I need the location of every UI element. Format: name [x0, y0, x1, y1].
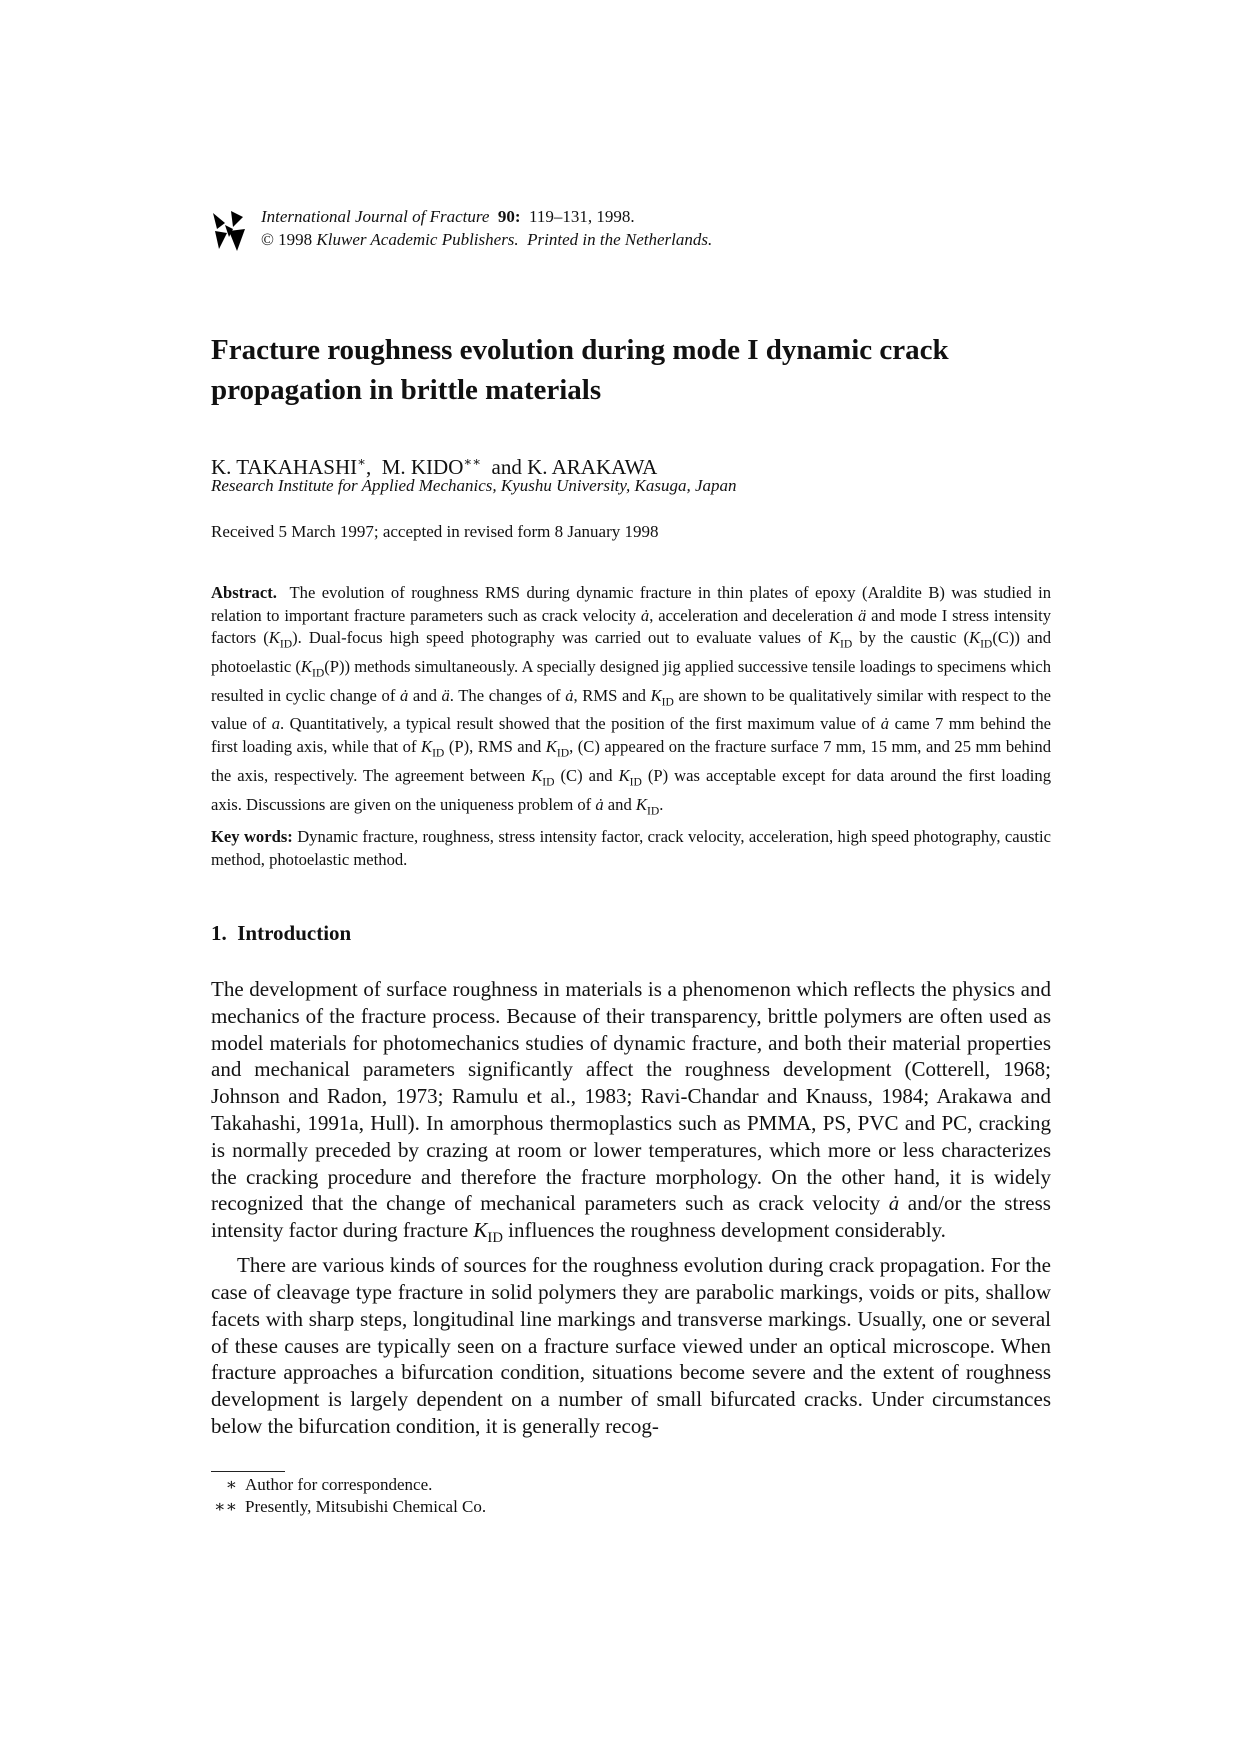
- paragraph: The development of surface roughness in materials is a phenomenon which reflects the physics and mechanics of the fracture process. Because of their transparency, brittle polymers are often used as model materials for photomechanics studies of dynamic fracture, and both their material properties and mechanical parameters significantly affect the roughness development (Cotterell, 1968; Johnson and Radon, 1973; Ramulu et al., 1983; Ravi-Chandar and Knauss, 1984; Arakawa and Takahashi, 1991a, Hull). In amorphous thermoplastics such as PMMA, PS, PVC and PC, cracking is normally preceded by crazing at room or lower temperatures, which more or less characterizes the cracking procedure and therefore the fracture morphology. On the other hand, it is widely recognized that the change of mechanical parameters such as crack velocity ȧ and/or the stress intensity factor during fracture $K_{ID}$ influences the roughness development considerably.: [211, 977, 1051, 1247]
- paragraph: There are various kinds of sources for the roughness evolution during crack propagation. For the case of cleavage type fracture in solid polymers they are parabolic markings, voids or pits, shallow facets with sharp steps, longitudinal line markings and transverse markings. Usually, one or several of these causes are typically seen on a fracture surface viewed under an optical microscope. When fracture approaches a bifurcation condition, situations become severe and the extent of roughness development is largely dependent on a number of small bifurcated cracks. Under circumstances below the bifurcation condition, it is generally recog-: [211, 1253, 1051, 1438]
- footnote-divider: [211, 1471, 285, 1472]
- keywords-text: Dynamic fracture, roughness, stress intensity factor, crack velocity, acceleration, high speed photography, caustic method, photoelastic method.: [211, 827, 1051, 869]
- author-name: K. TAKAHASHI: [211, 455, 358, 479]
- author-name: M. KIDO: [381, 455, 464, 479]
- journal-volume: 90:: [497, 207, 521, 226]
- printed-location: Printed in the Netherlands.: [527, 230, 713, 249]
- abstract-text: The evolution of roughness RMS during dynamic fracture in thin plates of epoxy (Araldite B) was studied in relation to important fracture parameters such as crack velocity ȧ, acceleration and deceleration ä and mode I stress intensity factors $(K_{ID})$. Dual-focus high speed photography was carried out to evaluate values of $K_{ID}$ by the caustic $(K_{ID}(C))$ and photoelastic $(K_{ID}(P))$ methods simultaneously. A specially designed jig applied successive tensile loadings to specimens which resulted in cyclic change of ȧ and ä. The changes of ȧ, RMS and $K_{ID}$ are shown to be qualitatively similar with respect to the value of a. Quantitatively, a typical result showed that the position of the first maximum value of ȧ came 7 mm behind the first loading axis, while that of $K_{ID}$ (P), RMS and $K_{ID}$, (C) appeared on the fracture surface 7 mm, 15 mm, and 25 mm behind the axis, respectively. The agreement between $K_{ID}$ (C) and $K_{ID}$ (P) was acceptable except for data around the first loading axis. Discussions are given on the uniqueness problem of ȧ and $K_{ID}$.: [211, 583, 1052, 817]
- keywords-label: Key words:: [211, 827, 293, 846]
- footnote: [211, 1496, 486, 1518]
- journal-line-1: [261, 205, 961, 228]
- received-dates: Received 5 March 1997; accepted in revised form 8 January 1998: [211, 522, 659, 541]
- author-name: K. ARAKAWA: [527, 455, 658, 479]
- journal-name: International Journal of Fracture: [261, 207, 490, 226]
- copyright-year: 1998: [278, 230, 313, 249]
- authors-conjunction: and: [491, 455, 522, 479]
- author-mark: ∗∗: [463, 454, 482, 469]
- paper-title: Fracture roughness evolution during mode I dynamic crack propagation in brittle materials: [211, 334, 949, 406]
- section-number: 1.: [211, 921, 227, 945]
- footnotes: [211, 1474, 486, 1518]
- publisher-name: Kluwer Academic Publishers.: [316, 230, 519, 249]
- abstract-label: Abstract.: [211, 583, 277, 602]
- footnote: [211, 1474, 486, 1496]
- author-list: K. TAKAHASHI∗, M. KIDO∗∗ and K. ARAKAWA: [211, 454, 658, 479]
- section-title: Introduction: [237, 921, 352, 945]
- section-heading: [211, 920, 351, 946]
- author-mark: ∗: [357, 454, 366, 469]
- body-text: [211, 976, 1051, 1440]
- keywords: [211, 826, 1051, 871]
- footnote-mark: ∗∗: [213, 1497, 237, 1516]
- publisher-logo-icon: [211, 209, 247, 253]
- footnote-text: Presently, Mitsubishi Chemical Co.: [245, 1497, 487, 1516]
- footnote-text: Author for correspondence.: [245, 1475, 433, 1494]
- affiliation: Research Institute for Applied Mechanics, Kyushu University, Kasuga, Japan: [211, 476, 737, 495]
- journal-line-2: [261, 228, 961, 251]
- abstract: [211, 582, 1051, 822]
- footnote-mark: ∗: [225, 1475, 237, 1494]
- copyright-symbol: ©: [261, 230, 274, 249]
- journal-citation: [261, 205, 961, 251]
- journal-pages: 119–131, 1998.: [529, 207, 635, 226]
